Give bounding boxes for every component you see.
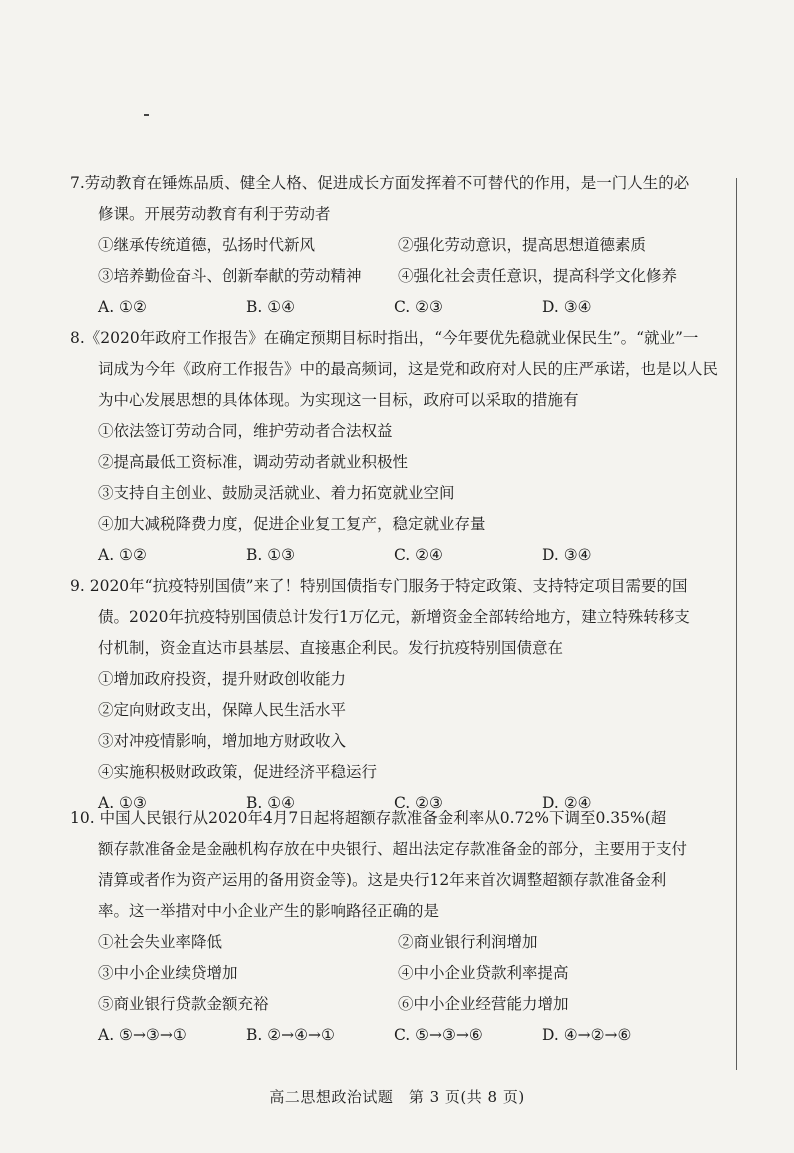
question-10-stem-line: 清算或者作为资产运用的备用资金等)。这是央行12年来首次调整超额存款准备金利: [98, 871, 667, 889]
question-9-stem-line: 付机制，资金直达市县基层、直接惠企利民。发行抗疫特别国债意在: [98, 639, 564, 657]
question-9-stem-line: 9. 2020年“抗疫特别国债”来了！特别国债指专门服务于特定政策、支持特定项目需要的国: [70, 577, 688, 595]
option-item: ①继承传统道德，弘扬时代新风: [98, 236, 316, 254]
question-9-stem-line: 债。2020年抗疫特别国债总计发行1万亿元，新增资金全部转给地方，建立特殊转移支: [98, 608, 690, 626]
question-8-stem-line: 8.《2020年政府工作报告》在确定预期目标时指出，“今年要优先稳就业保民生”。“就业”一: [70, 329, 699, 347]
answer-choice-b: B. ①③: [246, 546, 296, 564]
margin-rule: [736, 178, 737, 1070]
option-item: ③支持自主创业、鼓励灵活就业、着力拓宽就业空间: [98, 484, 455, 502]
answer-choice-d: D. ④→②→⑥: [542, 1026, 632, 1044]
question-10-options-row: [70, 989, 730, 1020]
question-7-options-row: [70, 261, 730, 292]
answer-choice-c: C. ②③: [394, 794, 443, 812]
answer-choice-c: C. ②④: [394, 546, 443, 564]
option-item: ②商业银行利润增加: [398, 933, 538, 951]
option-item: ④中小企业贷款利率提高: [398, 964, 569, 982]
option-item: ②定向财政支出，保障人民生活水平: [98, 701, 347, 719]
question-10-options-row: [70, 958, 730, 989]
scan-speck: [144, 114, 149, 116]
question-7-answers: [70, 292, 730, 323]
answer-choice-d: D. ③④: [542, 546, 592, 564]
option-item: ⑤商业银行贷款金额充裕: [98, 995, 269, 1013]
question-7: [70, 168, 730, 323]
option-item: ②强化劳动意识，提高思想道德素质: [398, 236, 647, 254]
question-10-stem-line: 10. 中国人民银行从2020年4月7日起将超额存款准备金利率从0.72%下调至0.35%(超: [70, 809, 667, 827]
question-8: [70, 323, 730, 571]
option-item: ③培养勤俭奋斗、创新奉献的劳动精神: [98, 267, 362, 285]
question-7-stem-line: 7.劳动教育在锤炼品质、健全人格、促进成长方面发挥着不可替代的作用，是一门人生的必: [70, 174, 690, 192]
answer-choice-c: C. ②③: [394, 298, 443, 316]
option-item: ③对冲疫情影响，增加地方财政收入: [98, 732, 347, 750]
answer-choice-b: B. ①④: [246, 794, 296, 812]
option-item: ①依法签订劳动合同，维护劳动者合法权益: [98, 422, 393, 440]
option-item: ⑥中小企业经营能力增加: [398, 995, 569, 1013]
answer-choice-b: B. ②→④→①: [246, 1026, 335, 1044]
question-9: [70, 571, 730, 819]
option-item: ①增加政府投资，提升财政创收能力: [98, 670, 347, 688]
question-7-stem-line: 修课。开展劳动教育有利于劳动者: [98, 205, 331, 223]
question-10-answers: [70, 1020, 730, 1051]
answer-choice-c: C. ⑤→③→⑥: [394, 1026, 483, 1044]
question-7-options-row: [70, 230, 730, 261]
option-item: ②提高最低工资标准，调动劳动者就业积极性: [98, 453, 409, 471]
page-footer: 高二思想政治试题 第 3 页(共 8 页): [269, 1088, 525, 1106]
option-item: ④实施积极财政政策，促进经济平稳运行: [98, 763, 378, 781]
answer-choice-d: D. ②④: [542, 794, 592, 812]
answer-choice-a: A. ①②: [98, 298, 147, 316]
option-item: ④加大减税降费力度，促进企业复工复产，稳定就业存量: [98, 515, 486, 533]
answer-choice-d: D. ③④: [542, 298, 592, 316]
answer-choice-b: B. ①④: [246, 298, 296, 316]
question-8-stem-line: 为中心发展思想的具体体现。为实现这一目标，政府可以采取的措施有: [98, 391, 579, 409]
answer-choice-a: A. ①②: [98, 546, 147, 564]
answer-choice-a: A. ⑤→③→①: [98, 1026, 187, 1044]
option-item: ①社会失业率降低: [98, 933, 223, 951]
option-item: ③中小企业续贷增加: [98, 964, 238, 982]
option-item: ④强化社会责任意识，提高科学文化修养: [398, 267, 678, 285]
question-10: [70, 803, 730, 1051]
question-10-stem-line: 额存款准备金是金融机构存放在中央银行、超出法定存款准备金的部分，主要用于支付: [98, 840, 688, 858]
question-10-options-row: [70, 927, 730, 958]
question-8-stem-line: 词成为今年《政府工作报告》中的最高频词，这是党和政府对人民的庄严承诺，也是以人民: [98, 360, 719, 378]
question-10-stem-line: 率。这一举措对中小企业产生的影响路径正确的是: [98, 902, 440, 920]
answer-choice-a: A. ①③: [98, 794, 147, 812]
question-8-answers: [70, 540, 730, 571]
